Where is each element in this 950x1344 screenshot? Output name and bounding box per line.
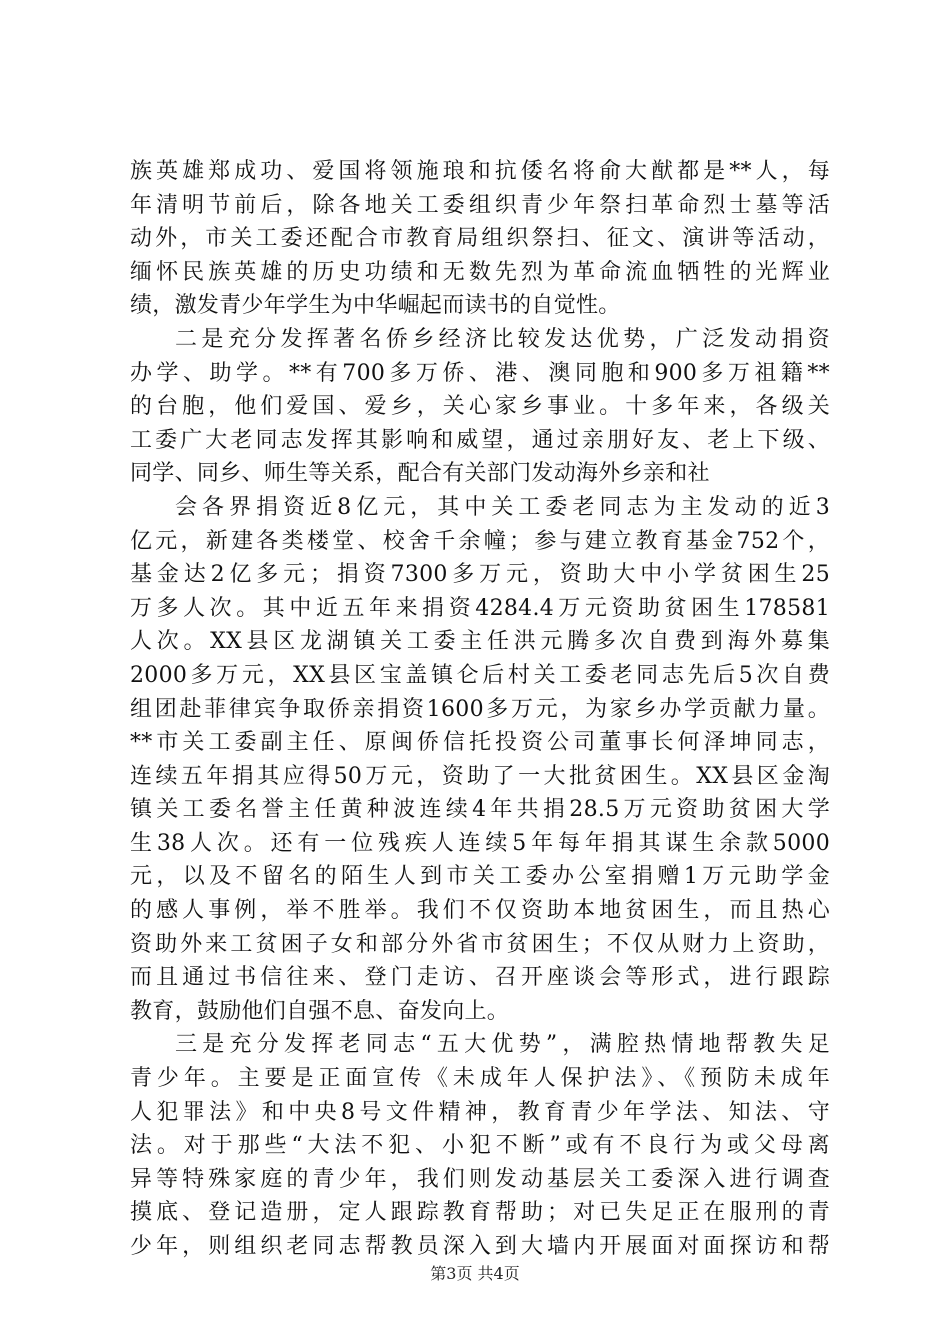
text-line: 办学、助学。**有700多万侨、港、澳同胞和900多万祖籍**	[130, 360, 830, 386]
text-line: 会各界捐资近8亿元，其中关工委老同志为主发动的近3	[175, 494, 830, 520]
body-text	[130, 155, 830, 1264]
text-line: 三是充分发挥老同志“五大优势”，满腔热情地帮教失足	[175, 1032, 830, 1058]
text-line: 连续五年捐其应得50万元，资助了一大批贫困生。XX县区金淘	[130, 763, 830, 789]
text-line: 万多人次。其中近五年来捐资4284.4万元资助贫困生178581	[130, 595, 830, 621]
text-line: 基金达2亿多元；捐资7300多万元，资助大中小学贫困生25	[130, 562, 830, 588]
text-line: 生38人次。还有一位残疾人连续5年每年捐其谋生余款5000	[130, 830, 830, 856]
text-line: 动外，市关工委还配合市教育局组织祭扫、征文、演讲等活动，	[130, 226, 830, 252]
text-line: 同学、同乡、师生等关系，配合有关部门发动海外乡亲和社	[130, 461, 710, 487]
text-line: 法。对于那些“大法不犯、小犯不断”或有不良行为或父母离	[130, 1133, 830, 1159]
text-line: 2000多万元，XX县区宝盖镇仑后村关工委老同志先后5次自费	[130, 662, 830, 688]
text-line: 少年，则组织老同志帮教员深入到大墙内开展面对面探访和帮	[130, 1234, 830, 1259]
text-line: 绩，激发青少年学生为中华崛起而读书的自觉性。	[130, 293, 621, 319]
text-line: 亿元，新建各类楼堂、校舍千余幢；参与建立教育基金752个，	[130, 528, 830, 554]
text-line: 的台胞，他们爱国、爱乡，关心家乡事业。十多年来，各级关	[130, 394, 830, 420]
text-line: 教育，鼓励他们自强不息、奋发向上。	[130, 998, 510, 1024]
text-line: 元，以及不留名的陌生人到市关工委办公室捐赠1万元助学金	[130, 864, 830, 890]
text-line: 异等特殊家庭的青少年，我们则发动基层关工委深入进行调查	[130, 1166, 830, 1192]
text-line: 镇关工委名誉主任黄种波连续4年共捐28.5万元资助贫困大学	[130, 797, 830, 823]
page-footer: 第3页 共4页	[430, 1264, 520, 1283]
text-line: 人犯罪法》和中央8号文件精神，教育青少年学法、知法、守	[130, 1099, 830, 1125]
text-line: 资助外来工贫困子女和部分外省市贫困生；不仅从财力上资助，	[130, 931, 830, 957]
text-line: 工委广大老同志发挥其影响和威望，通过亲朋好友、老上下级、	[130, 427, 830, 453]
text-line: 二是充分发挥著名侨乡经济比较发达优势，广泛发动捐资	[175, 326, 830, 352]
text-line: 摸底、登记造册，定人跟踪教育帮助；对已失足正在服刑的青	[130, 1200, 830, 1226]
text-line: 而且通过书信往来、登门走访、召开座谈会等形式，进行跟踪	[130, 965, 830, 991]
text-line: 年清明节前后，除各地关工委组织青少年祭扫革命烈士墓等活	[130, 192, 830, 218]
text-line: 组团赴菲律宾争取侨亲捐资1600多万元，为家乡办学贡献力量。	[130, 696, 830, 722]
text-line: 的感人事例，举不胜举。我们不仅资助本地贫困生，而且热心	[130, 898, 830, 924]
text-line: 族英雄郑成功、爱国将领施琅和抗倭名将俞大猷都是**人，每	[130, 159, 830, 184]
text-line: 人次。XX县区龙湖镇关工委主任洪元腾多次自费到海外募集	[130, 629, 830, 655]
text-line: 青少年。主要是正面宣传《未成年人保护法》、《预防未成年	[130, 1066, 830, 1092]
text-line: 缅怀民族英雄的历史功绩和无数先烈为革命流血牺牲的光辉业	[130, 259, 830, 285]
text-line: **市关工委副主任、原闽侨信托投资公司董事长何泽坤同志，	[130, 730, 830, 756]
